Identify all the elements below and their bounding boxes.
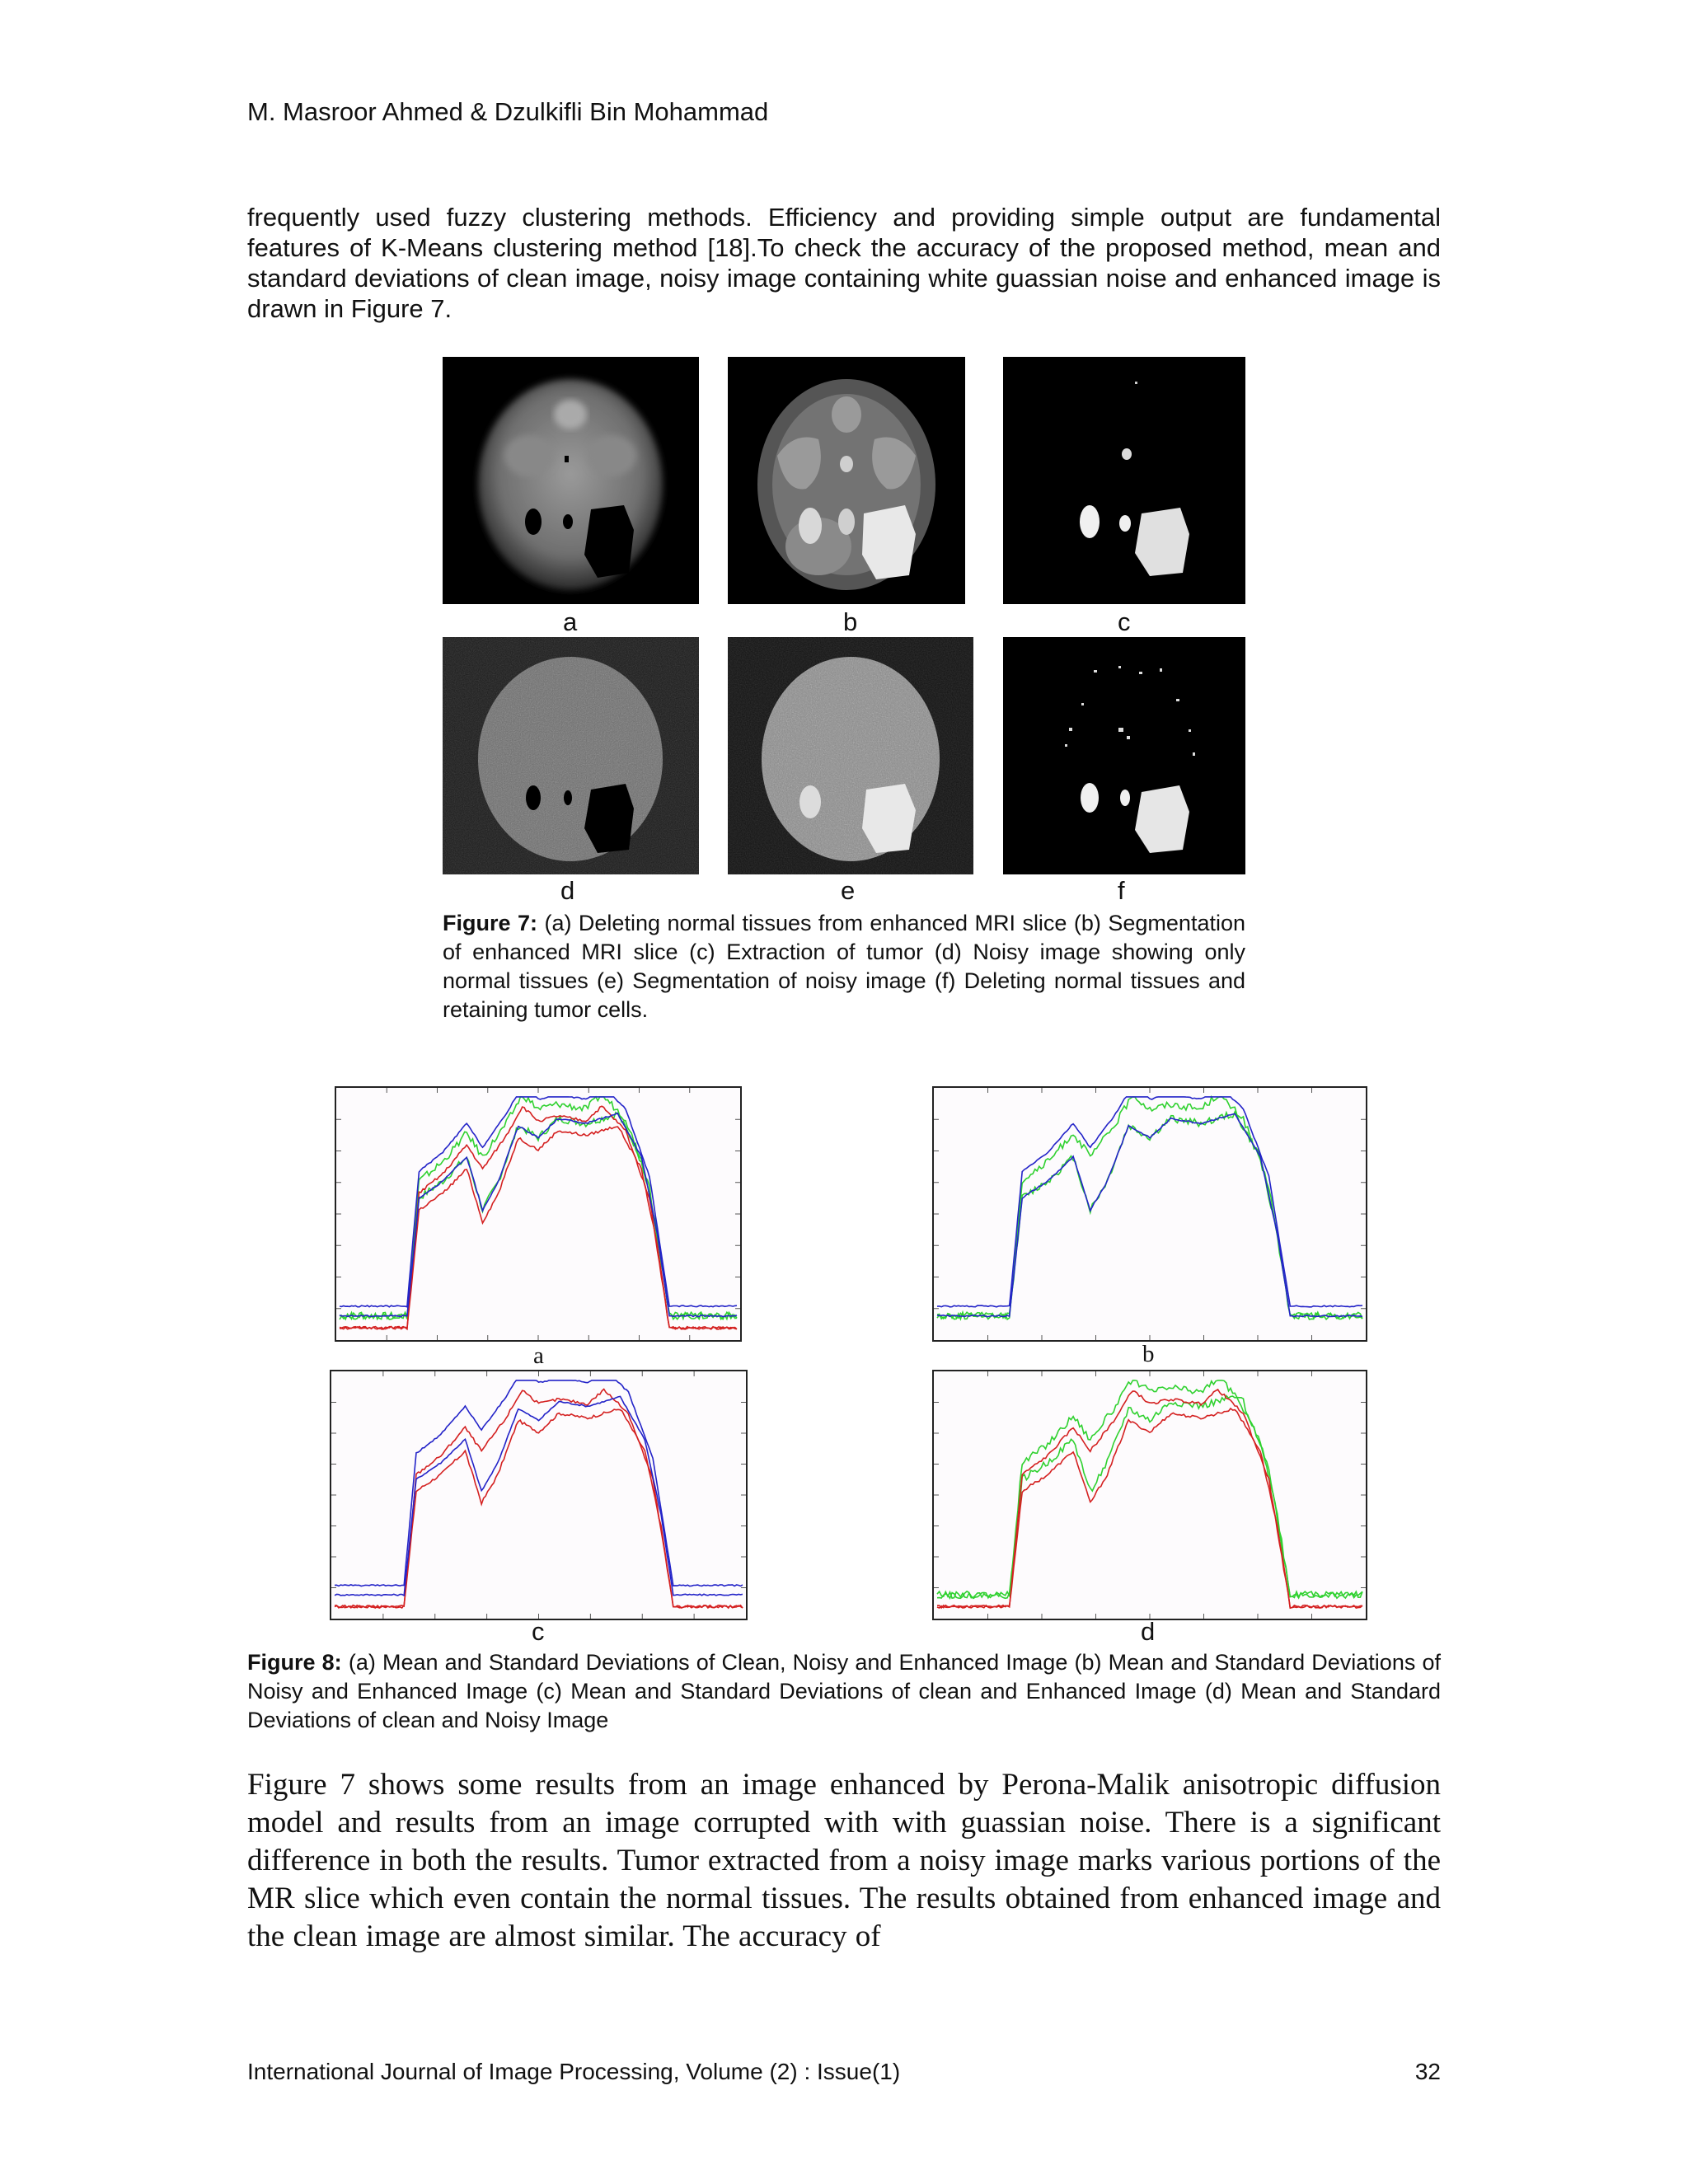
profile-curve: [340, 1113, 737, 1319]
profile-curve: [335, 1390, 743, 1609]
plot-b: [932, 1086, 1367, 1342]
figure7-caption: [443, 909, 1245, 1024]
profile-curve: [937, 1396, 1362, 1599]
figure7-caption-label: Figure 7:: [443, 911, 537, 935]
plot-a: [335, 1086, 742, 1342]
profile-curve: [335, 1396, 743, 1596]
footer-journal: International Journal of Image Processing, Volume (2) : Issue(1): [247, 2059, 901, 2084]
figure7-label-f: f: [1118, 876, 1125, 905]
plot-d: [932, 1370, 1367, 1620]
mri-image-d: [443, 637, 699, 874]
profile-curve: [340, 1097, 737, 1319]
profile-curve: [937, 1097, 1362, 1307]
figure8-label-c: c: [532, 1617, 545, 1646]
figure8-caption-text: (a) Mean and Standard Deviations of Clean, Noisy and Enhanced Image (b) Mean and Standard Deviations of Noisy and Enhanced Image (c) Mean and Standard Deviations of clean and Enhanced Image (d) Mean and Standard Deviations of clean and Noisy Image: [247, 1650, 1441, 1732]
mri-image-b: [728, 357, 965, 604]
plot-c-svg: [331, 1371, 746, 1619]
body-paragraph-2: Figure 7 shows some results from an image enhanced by Perona-Malik anisotropic diffusion model and results from an image corrupted with with guassian noise. There is a significant difference in both the results. Tumor extracted from a noisy image marks various portions of the MR slice which even contain the normal tissues. The results obtained from enhanced image and the clean image are almost similar. The accuracy of: [247, 1768, 1441, 1953]
figure7-caption-text: (a) Deleting normal tissues from enhanced MRI slice (b) Segmentation of enhanced MRI slice (c) Extraction of tumor (d) Noisy image showing only normal tissues (e) Segmentation of noisy image (f) Deleting normal tissues and retaining tumor cells.: [443, 911, 1245, 1022]
figure8-caption: [247, 1648, 1441, 1735]
plot-d-svg: [934, 1371, 1366, 1619]
profile-curve: [335, 1380, 743, 1586]
figure7-label-a: a: [563, 607, 578, 636]
mri-image-a: [443, 357, 699, 604]
running-header: M. Masroor Ahmed & Dzulkifli Bin Mohammad: [247, 97, 769, 126]
profile-curve: [340, 1127, 737, 1329]
profile-curve: [937, 1113, 1362, 1316]
profile-curve: [937, 1380, 1362, 1598]
figure8-label-a: a: [533, 1343, 544, 1369]
profile-curve: [937, 1112, 1362, 1319]
figure8-caption-label: Figure 8:: [247, 1650, 342, 1675]
profile-curve: [937, 1408, 1362, 1608]
profile-curve: [937, 1097, 1362, 1319]
figure8-label-d: d: [1141, 1617, 1156, 1646]
plot-c: [330, 1370, 748, 1620]
figure7-label-d: d: [560, 876, 575, 905]
figure7-label-c: c: [1118, 607, 1131, 636]
figure7-label-b: b: [843, 607, 858, 636]
profile-curve: [340, 1097, 737, 1307]
figure7-label-e: e: [841, 876, 856, 905]
footer-page-number: 32: [1414, 2059, 1441, 2084]
plot-b-svg: [934, 1088, 1366, 1340]
mri-image-e: [728, 637, 973, 874]
plot-a-svg: [336, 1088, 740, 1340]
profile-curve: [340, 1113, 737, 1317]
body-paragraph-1: frequently used fuzzy clustering methods. Efficiency and providing simple output are fundamental features of K-Means clustering method [18].To check the accuracy of the proposed method, mean and standard deviations of clean image, noisy image containing white guassian noise and enhanced image is drawn in Figure 7.: [247, 203, 1441, 323]
profile-curve: [335, 1409, 743, 1608]
figure8-label-b: b: [1142, 1341, 1155, 1367]
mri-image-c: [1003, 357, 1245, 604]
mri-image-f: [1003, 637, 1245, 874]
